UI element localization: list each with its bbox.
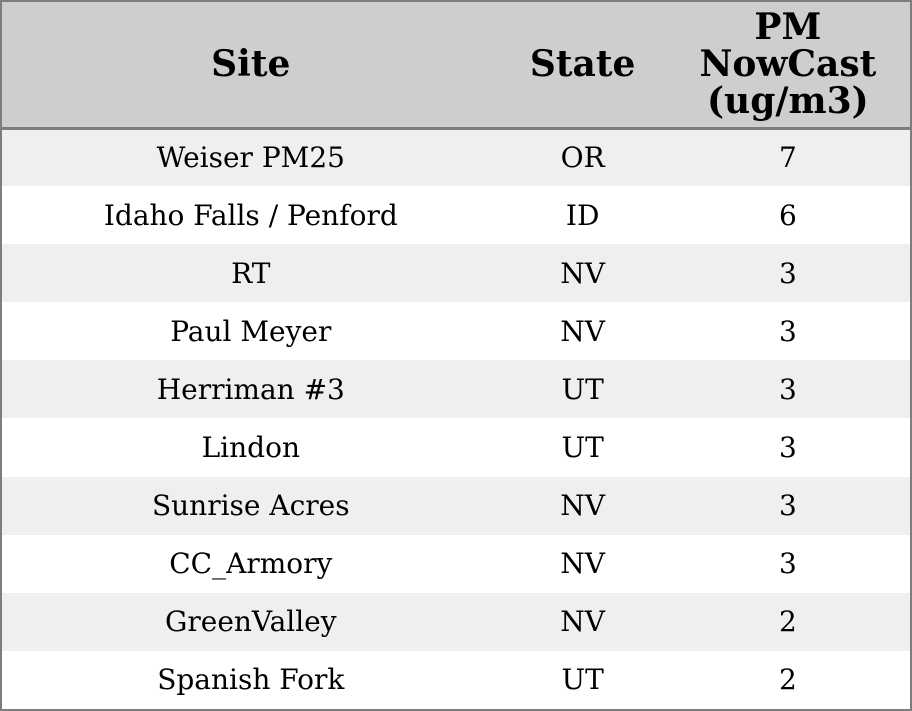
- cell-site: Spanish Fork: [157, 663, 345, 697]
- table-body: [2, 128, 910, 709]
- table-row: [2, 360, 910, 418]
- column-header-pm-nowcast: [666, 2, 910, 128]
- cell-state: NV: [560, 314, 606, 348]
- cell-pm-nowcast: 7: [778, 141, 797, 175]
- cell-site: Idaho Falls / Penford: [103, 198, 398, 232]
- cell-state: NV: [560, 256, 606, 290]
- cell-site: Sunrise Acres: [151, 489, 350, 523]
- cell-state: UT: [561, 663, 604, 697]
- cell-site: Herriman #3: [156, 372, 345, 406]
- cell-site: GreenValley: [165, 605, 337, 639]
- table-header: [2, 2, 910, 128]
- cell-pm-nowcast: 3: [778, 547, 797, 581]
- table-row: [2, 302, 910, 360]
- table-row: [2, 244, 910, 302]
- cell-pm-nowcast: 3: [778, 372, 797, 406]
- cell-pm-nowcast: 2: [778, 605, 797, 639]
- header-row: [2, 2, 910, 128]
- table-row: [2, 186, 910, 244]
- column-header-state-label: State: [529, 42, 636, 85]
- cell-pm-nowcast: 2: [778, 663, 797, 697]
- cell-pm-nowcast: 3: [778, 256, 797, 290]
- cell-state: NV: [560, 547, 606, 581]
- cell-state: UT: [561, 372, 604, 406]
- cell-state: OR: [560, 141, 605, 175]
- table-row: [2, 418, 910, 476]
- cell-site: CC_Armory: [169, 547, 333, 581]
- cell-pm-nowcast: 6: [778, 198, 797, 232]
- cell-pm-nowcast: 3: [778, 314, 797, 348]
- pm-nowcast-table: [2, 2, 910, 709]
- cell-state: NV: [560, 605, 606, 639]
- cell-pm-nowcast: 3: [778, 489, 797, 523]
- cell-site: Lindon: [201, 431, 300, 465]
- cell-site: Weiser PM25: [156, 141, 345, 175]
- column-header-pm-nowcast-label: PM NowCast (ug/m3): [699, 6, 877, 122]
- table-row: [2, 128, 910, 186]
- cell-state: NV: [560, 489, 606, 523]
- table-row: [2, 535, 910, 593]
- column-header-state: [500, 2, 666, 128]
- table-row: [2, 593, 910, 651]
- column-header-site: [2, 2, 500, 128]
- cell-site: Paul Meyer: [170, 314, 332, 348]
- cell-site: RT: [231, 256, 271, 290]
- table-row: [2, 477, 910, 535]
- cell-state: ID: [565, 198, 600, 232]
- cell-state: UT: [561, 431, 604, 465]
- table-row: [2, 651, 910, 709]
- column-header-site-label: Site: [211, 42, 291, 85]
- cell-pm-nowcast: 3: [778, 431, 797, 465]
